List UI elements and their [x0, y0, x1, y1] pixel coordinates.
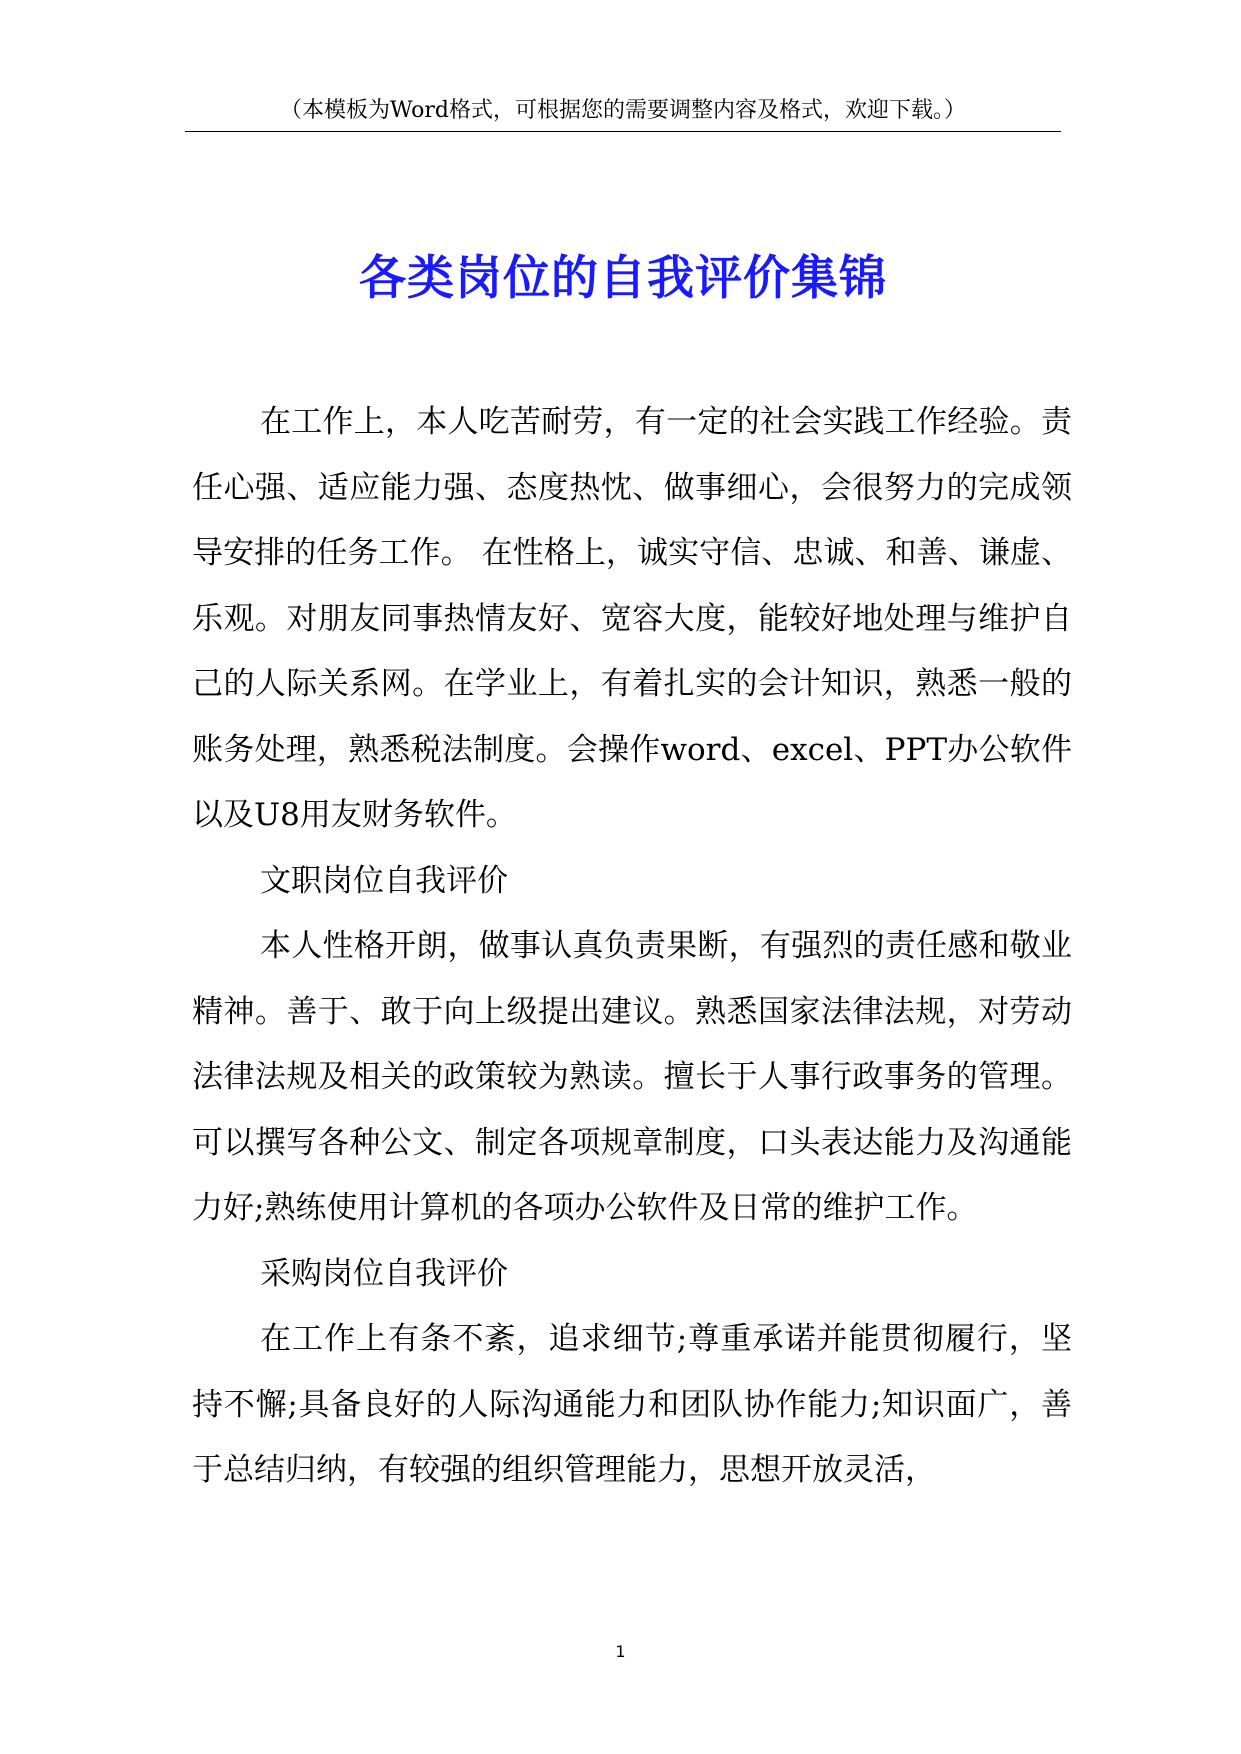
section-heading-clerical: 文职岗位自我评价 — [260, 862, 508, 899]
document-body — [192, 390, 1072, 1504]
header-divider — [185, 131, 1061, 132]
paragraph-purchasing: 在工作上有条不紊，追求细节;尊重承诺并能贯彻履行，坚持不懈;具备良好的人际沟通能力和团队协作能力;知识面广，善于总结归纳，有较强的组织管理能力，思想开放灵活， — [192, 1321, 1072, 1488]
template-note: （本模板为Word格式，可根据您的需要调整内容及格式，欢迎下载。） — [280, 98, 966, 123]
document-title: 各类岗位的自我评价集锦 — [359, 251, 887, 307]
paragraph-clerical: 本人性格开朗，做事认真负责果断，有强烈的责任感和敬业精神。善于、敢于向上级提出建议。熟悉国家法律法规，对劳动法律法规及相关的政策较为熟读。擅长于人事行政事务的管理。可以撰写各种公文、制定各项规章制度，口头表达能力及沟通能力好;熟练使用计算机的各项办公软件及日常的维护工作。 — [192, 928, 1072, 1226]
page-number: 1 — [615, 1642, 626, 1661]
paragraph-intro: 在工作上，本人吃苦耐劳，有一定的社会实践工作经验。责任心强、适应能力强、态度热忱、做事细心，会很努力的完成领导安排的任务工作。 在性格上，诚实守信、忠诚、和善、谦虚、乐观。对朋友同事热情友好、宽容大度，能较好地处理与维护自己的人际关系网。在学业上，有着扎实的会计知识，熟悉一般的账务处理，熟悉税法制度。会操作word、excel、PPT办公软件以及U8用友财务软件。 — [192, 404, 1072, 833]
section-heading-purchasing: 采购岗位自我评价 — [260, 1255, 508, 1292]
